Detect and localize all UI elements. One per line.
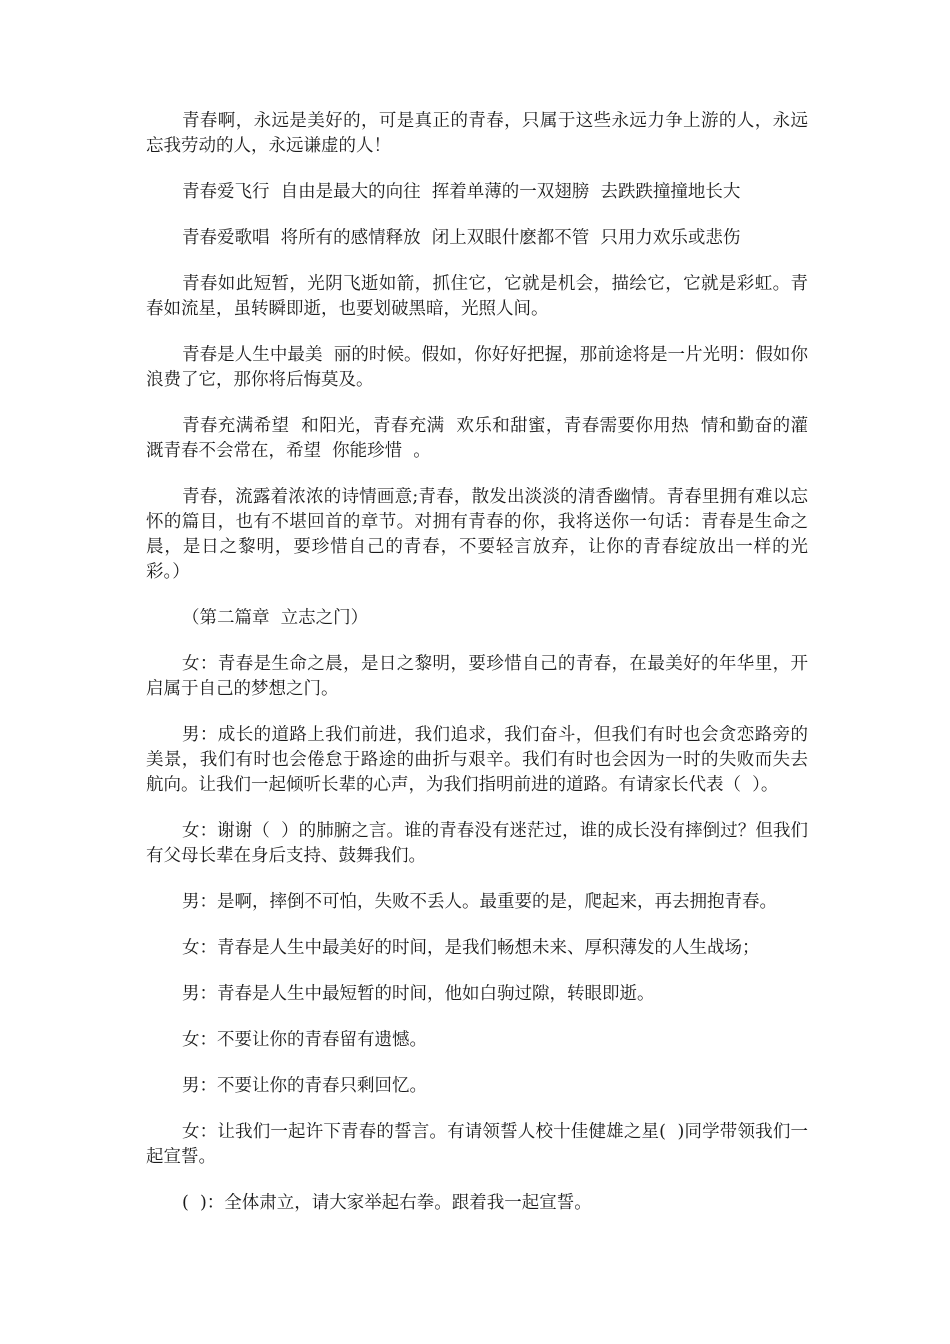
paragraph: 青春是人生中最美 丽的时候。假如，你好好把握，那前途将是一片光明：假如你浪费了它，那你将后悔莫及。 — [146, 345, 808, 390]
dialogue-line: 男：成长的道路上我们前进，我们追求，我们奋斗，但我们有时也会贪恋路旁的美景，我们有时也会倦怠于路途的曲折与艰辛。我们有时也会因为一时的失败而失去航向。让我们一起倾听长辈的心声，为我们指明前进的道路。有请家长代表（ ）。 — [146, 725, 808, 795]
paragraph: 青春啊，永远是美好的，可是真正的青春，只属于这些永远力争上游的人，永远忘我劳动的人，永远谦虚的人！ — [146, 111, 808, 156]
paragraph: 青春如此短暂，光阴飞逝如箭，抓住它，它就是机会，描绘它，它就是彩虹。青春如流星，虽转瞬即逝，也要划破黑暗，光照人间。 — [146, 274, 808, 319]
dialogue-line: 男：不要让你的青春只剩回忆。 — [182, 1076, 427, 1096]
dialogue-line: 女：不要让你的青春留有遗憾。 — [182, 1030, 427, 1050]
document-body — [146, 109, 808, 1237]
paragraph: 青春，流露着浓浓的诗情画意;青春，散发出淡淡的清香幽情。青春里拥有难以忘怀的篇目，也有不堪回首的章节。对拥有青春的你，我将送你一句话：青春是生命之晨，是日之黎明，要珍惜自己的青春，不要轻言放弃，让你的青春绽放出一样的光彩。） — [146, 487, 808, 582]
paragraph: 青春充满希望 和阳光，青春充满 欢乐和甜蜜，青春需要你用热 情和勤奋的灌溉青春不会常在，希望 你能珍惜 。 — [146, 416, 808, 461]
dialogue-line: ( )：全体肃立，请大家举起右拳。跟着我一起宣誓。 — [182, 1193, 592, 1213]
dialogue-line: 女：让我们一起许下青春的誓言。有请领誓人校十佳健雄之星( )同学带领我们一起宣誓。 — [146, 1122, 808, 1167]
paragraph: 青春爱飞行 自由是最大的向往 挥着单薄的一双翅膀 去跌跌撞撞地长大 — [182, 182, 741, 202]
dialogue-line: 男：青春是人生中最短暂的时间，他如白驹过隙，转眼即逝。 — [182, 984, 655, 1004]
dialogue-line: 男：是啊，摔倒不可怕，失败不丢人。最重要的是，爬起来，再去拥抱青春。 — [182, 892, 777, 912]
paragraph: 青春爱歌唱 将所有的感情释放 闭上双眼什麽都不管 只用力欢乐或悲伤 — [182, 228, 741, 248]
dialogue-line: 女：谢谢（ ）的肺腑之言。谁的青春没有迷茫过，谁的成长没有摔倒过？但我们有父母长辈在身后支持、鼓舞我们。 — [146, 821, 808, 866]
dialogue-line: 女：青春是生命之晨，是日之黎明，要珍惜自己的青春，在最美好的年华里，开启属于自己的梦想之门。 — [146, 654, 808, 699]
dialogue-line: 女：青春是人生中最美好的时间，是我们畅想未来、厚积薄发的人生战场； — [182, 938, 760, 958]
section-heading: （第二篇章 立志之门） — [182, 608, 369, 628]
